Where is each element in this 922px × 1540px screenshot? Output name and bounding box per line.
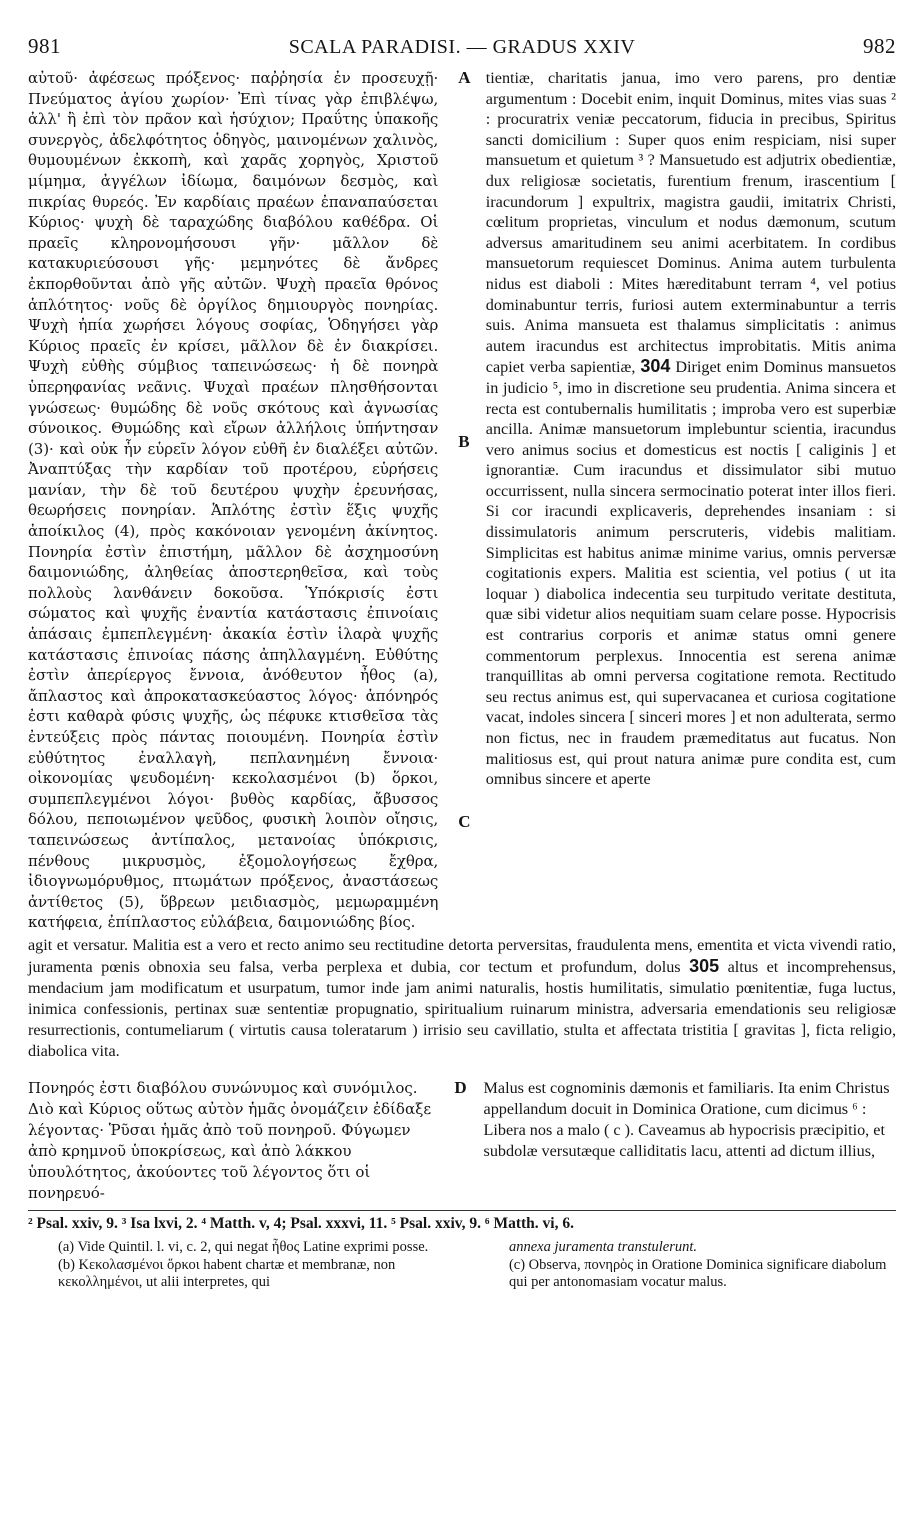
footnote-a: (a) Vide Quintil. l. vi, c. 2, qui negat ἦθος Latine exprimi posse. bbox=[58, 1239, 429, 1256]
full-text-part-2: altus et incomprehensus, mendacium jam modificatum et usurpatum, tumor inde jam animi naturalis, hostis humilitatis, simulatio pœnitentiæ, fuga luctus, inimica confessionis, pertinax suæ sententiæ propugnatio, spiritualium ruinarum ministra, adversaria emendationis seu religiosæ resurrectionis, contumeliarum ( virtutis causa toleratarum ) irrisio seu cavillatio, stulta et affectata tristitia [ gravitas ], ficta religio, diabolica vita. bbox=[28, 957, 897, 1060]
section-marker-c: C bbox=[458, 812, 471, 831]
column-number-304: 304 bbox=[640, 356, 671, 377]
footnote-rule bbox=[28, 1210, 896, 1211]
footnote-b: (b) Κεκολασμένοι ὅρκοι habent chartæ et membranæ, non κεκολλημένοι, ut alii interpretes, qui bbox=[58, 1257, 396, 1291]
greek-paragraph: αὐτοῦ· ἀφέσεως πρόξενος· παῤῥησία ἐν προσευχῇ· Πνεύματος ἁγίου χωρίον· Ἐπὶ τίνας γὰρ ἐπιβλέψω, ἀλλ' ἢ ἐπὶ τὸν πρᾶον καὶ ἡσύχιον; Πραΰτης ὑπακοῆς συνεργὸς, ἀδελφότητος ὁδηγὸς, μαινομένων χαλινὸς, θυμουμένων ἐκκοπὴ, καὶ χαρᾶς χορηγὸς, Χριστοῦ μίμημα, ἀγγέλων ἰδίωμα, δαιμόνων δεσμὸς, καὶ πικρίας θυρεός. Ἐν καρδίαις πραέων ἐπαναπαύσεται Κύριος· ψυχὴ δὲ ταραχώδης διαβόλου καθέδρα. Οἱ πραεῖς κληρονομήσουσι γῆν· μᾶλλον δὲ κατακυριεύσουσι γῆς· μεμηνότες δὲ ἄνδρες ἐκπορθοῦνται ἀπὸ γῆς αὐτῶν. Ψυχὴ πραεῖα θρόνος ἁπλότητος· νοῦς δὲ ὀργίλος δημιουργὸς πονηρίας. Ψυχὴ ἠπία χωρήσει λόγους σοφίας, Ὁδηγήσει γὰρ Κύριος πραεῖς ἐν κρίσει, μᾶλλον δὲ ἐν διακρίσει. Ψυχὴ εὐθὴς σύμβιος ταπεινώσεως· ἡ δὲ πονηρὰ ὑπερηφανίας νεᾶνις. Ψυχαὶ πραέων πλησθήσονται γνώσεως· θυμώδης δὲ νοῦς σκότους καὶ ἀγνωσίας σύνοικος. Θυμώδης καὶ εἴρων ἀλλήλοις ὑπήντησαν (3)· καὶ οὐκ ἦν εὑρεῖν λόγον εὐθῆ ἐν διαλέξει αὐτῶν. Ἀναπτύξας τὴν καρδίαν τοῦ προτέρου, εὑρήσεις μανίαν, τὴν δὲ τοῦ δευτέρου ψυχὴν ἐρευνήσας, θεωρήσεις πονηρίαν. Ἁπλότης ἐστὶν ἕξις ψυχῆς ἀποίκιλος (4), πρὸς κακόνοιαν γενομένη ἀκίνητος. Πονηρία ἐστὶν ἐπιστήμη, μᾶλλον δὲ ἀσχημοσύνη δαιμονιώδης, ἀληθείας ἀποστερηθεῖσα, καὶ τοὺς πολλοὺς λανθάνειν δοκοῦσα. Ὑπόκρισίς ἐστι σώματος καὶ ψυχῆς ἐναντία κατάστασις ἐπινοίαις ἁπάσαις ἐμπεπλεγμένη· ἀκακία ἐστὶν ἱλαρὰ ψυχῆς κατάστασις ἐπινοίας πάσης ἀπηλλαγμένη. Εὐθύτης ἐστὶν ἀπερίεργος ἔννοια, ἀνόθευτον ἦθος (a), ἄπλαστος καὶ ἀπροκατασκεύαστος λόγος· ἀπόνηρός ἐστι καθαρὰ φύσις ψυχῆς, ὡς πέφυκε κτισθεῖσα τὰς ἐντεύξεις πρὸς πάντας ποιουμένη. Πονηρία ἐστὶν εὐθύτητος ἐναλλαγὴ, πεπλανημένη ἔννοια· οἰκονομίας ψευδομένη· κεκολασμένοι (b) ὅρκοι, συμπεπλεγμένοι λόγοι· βυθὸς καρδίας, ἄβυσσος δόλου, πεποιωμένον ψεῦδος, φυσικὴ λοιπὸν οἴησις, ταπεινώσεως ἀντίπαλος, μετανοίας ὑπόκρισις, πένθους μικρυσμὸς, ἐξομολογήσεως ἔχθρα, ἰδιογνωμόρυθμος, πτωμάτων πρόξενος, ἀναστάσεως ἀντίθετος (5), ὕβρεων μειδιασμὸς, μεμωραμμένη κατήφεια, ἐπίπλαστος εὐλάβεια, δαιμονιώδης βίος. bbox=[28, 69, 439, 932]
scripture-references: ² Psal. xxiv, 9. ³ Isa lxvi, 2. ⁴ Matth. v, 4; Psal. xxxvi, 11. ⁵ Psal. xxiv, 9. ⁶ Matth. vi, 6. bbox=[28, 1215, 574, 1233]
page-number-left: 981 bbox=[28, 34, 61, 58]
column-number-305: 305 bbox=[689, 955, 720, 976]
section-d-latin-text: Malus est cognominis dæmonis et familiaris. Ita enim Christus appellandum docuit in Dominica Oratione, cum dicimus ⁶ : Libera nos a malo ( c ). Caveamus ab hypocrisis præcipitio, et subdolæ versutæque calliditatis lacu, attenti ad dictum illius, bbox=[483, 1079, 890, 1161]
section-d-greek-text: Πονηρός ἐστι διαβόλου συνώνυμος καὶ συνόμιλος. Διὸ καὶ Κύριος οὕτως αὐτὸν ἡμᾶς ὀνομάζειν ἐδίδαξε λέγοντας· Ῥῦσαι ἡμᾶς ἀπὸ τοῦ πονηροῦ. Φύγωμεν ἀπὸ κρημνοῦ ὑποκρίσεως, καὶ ἀπὸ λάκκου ὑπουλότητος, ἀκούοντες τοῦ λέγοντος ὅτι οἱ πονηρευό- bbox=[28, 1079, 432, 1203]
running-title: SCALA PARADISI. — GRADUS XXIV bbox=[288, 36, 636, 58]
footnote-b-continued: annexa juramenta transtulerunt. bbox=[508, 1239, 698, 1256]
section-marker-a: A bbox=[458, 68, 471, 87]
running-head bbox=[28, 34, 896, 64]
section-d-latin bbox=[480, 1078, 896, 1204]
latin-column bbox=[476, 68, 896, 933]
section-marker-b: B bbox=[458, 432, 470, 451]
full-width-paragraph bbox=[28, 935, 896, 1062]
section-d bbox=[28, 1078, 896, 1204]
latin-text-part-2: Diriget enim Dominus mansuetos in judicio ⁵, imo in discretione seu prudentia. Anima sincera et recta est contubernalis humilitatis ; improba vero est superbiæ ancilla. Animæ mansuetorum implebuntur scientia, iracundus vero animus socius et domesticus est noctis [ caliginis ] et ignorantiæ. Cum iracundus et dissimulator sibi mutuo occurrissent, nulla sincera sermocinatio poterat inter illos fieri. Si cor iracundi explicaveris, deprehendes insaniam : si dissimulatoris animum perscruteris, videbis malitiam. Simplicitas est habitus animæ minime varius, omnis perversæ cogitationis expers. Malitia est scientia, vel potius ( ut ita loquar ) diabolica indecentia seu turpitudo veritate destituta, quæ sibi videtur alios nequitiam suam celare posse. Hypocrisis est contrarius corporis et animæ status omni genere commentorum perplexus. Innocentia est serena animæ tranquillitas ab omni perversa cogitatione remota. Rectitudo seu rectus animus est, qui supervacanea et curiosa cogitatione vacat, indoles sincera [ sinceri mores ] et non adulterata, sermo non fictus, nec in fraudem præmeditatus aut fucatus. Non malitiosus est, qui prout natura animæ pure condita est, cum omnibus sincere et aperte bbox=[485, 358, 897, 789]
section-d-marker-col bbox=[452, 1078, 479, 1204]
section-d-greek bbox=[28, 1078, 452, 1204]
footnotes bbox=[28, 1239, 896, 1292]
latin-paragraph bbox=[486, 68, 896, 790]
latin-text-part-1: tientiæ, charitatis janua, imo vero parens, pro dentiæ argumentum : Docebit enim, inquit Dominus, mites vias suas ² : procuratrix veniæ peccatorum, fiducia in precibus, Spiritus sancti domicilium : Super quos enim respiciam, nisi super mansuetum et quietum ³ ? Mansuetudo est adjutrix obedientiæ, dux religiosæ societatis, furentium frenum, irascentium [ iracundorum ] expultrix, magistra gaudii, imitatrix Christi, cœlitum proprietas, vinculum et nodus dæmonum, scutum adversus amaritudinem seu animi acerbitatem. In cordibus mansuetorum requiescet Dominus. Anima autem turbulenta nidus est diaboli : Mites hæreditabunt terram ⁴, vel potius dominabuntur terris, furiosi autem exterminabuntur a terris suis. Anima mansueta est thalamus simplicitatis : animus autem iracundus est architectus improbitatis. Mitis anima capiet verba sapientiæ, bbox=[485, 69, 896, 377]
greek-column bbox=[28, 68, 456, 933]
page-number-right: 982 bbox=[863, 34, 896, 58]
full-text-part-1: agit et versatur. Malitia est a vero et recto animo seu rectitudine detorta perversitas, fraudulenta mens, ementita et victa vivendi ratio, juramenta pœnis obnoxia seu falsa, verba perplexa et dubia, cor tectum et profundum, dolus bbox=[28, 935, 896, 976]
section-marker-d: D bbox=[454, 1078, 467, 1098]
footnote-c: (c) Observa, πονηρὸς in Oratione Dominica significare diabolum qui per antonomasiam vocatur malus. bbox=[508, 1257, 887, 1291]
two-column-body bbox=[28, 68, 896, 933]
margin-markers bbox=[456, 68, 476, 933]
footnotes-left bbox=[28, 1239, 477, 1292]
footnotes-right bbox=[477, 1239, 896, 1292]
